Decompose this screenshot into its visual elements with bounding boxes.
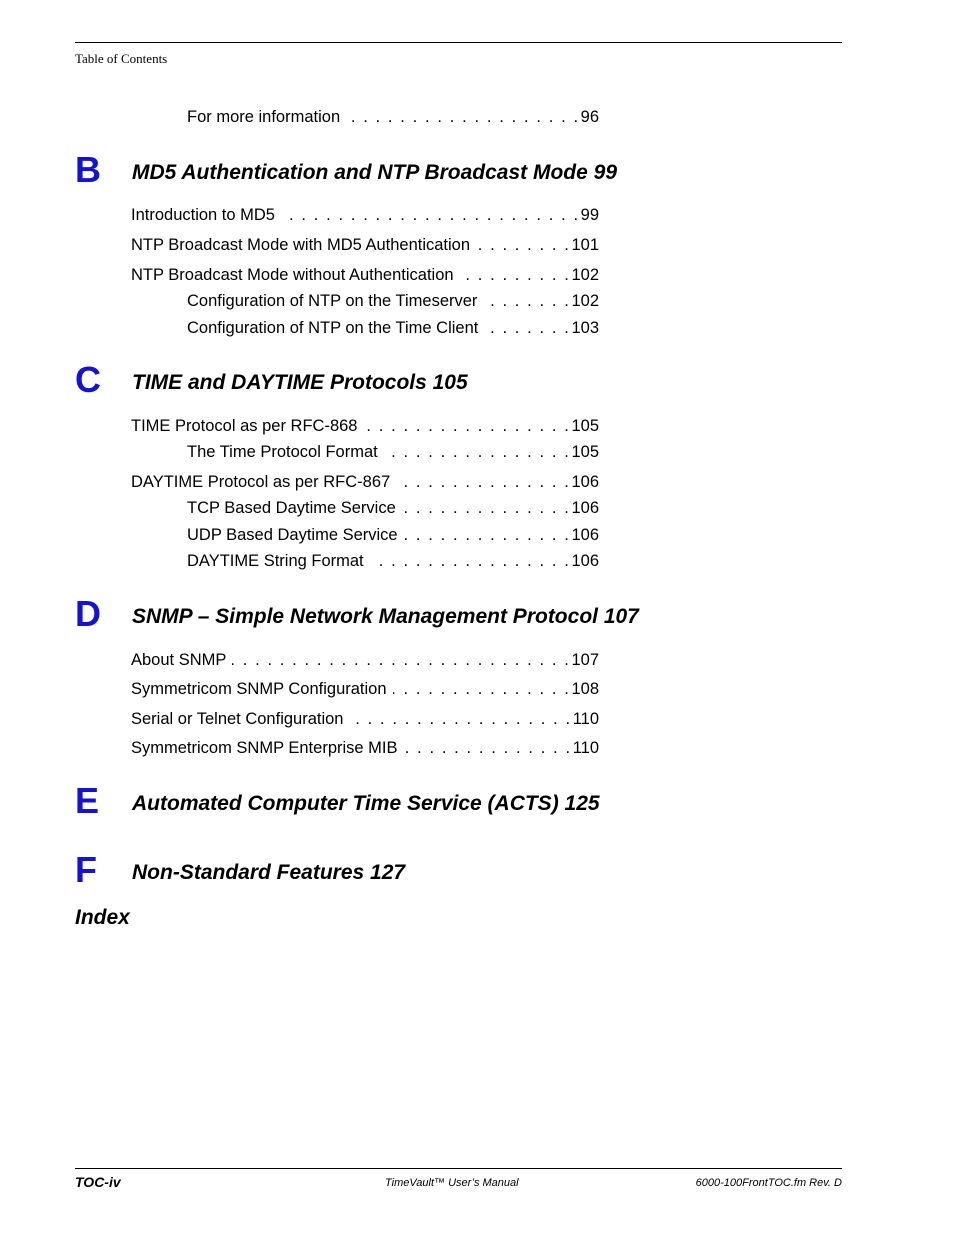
toc-entry[interactable] <box>131 709 599 729</box>
appendix-letter-c: C <box>75 359 101 400</box>
index-title[interactable]: Index <box>75 906 130 929</box>
toc-entry-page: 105 <box>571 443 599 461</box>
dot-leader <box>483 291 570 311</box>
toc-entry-title: Configuration of NTP on the Timeserver <box>187 292 478 310</box>
toc-entry-page: 106 <box>571 552 599 570</box>
toc-entry-page: 106 <box>571 499 599 517</box>
toc-entry-page: 96 <box>580 108 599 126</box>
toc-entry-title: Symmetricom SNMP Enterprise MIB <box>131 739 398 757</box>
toc-entry-page: 110 <box>572 710 599 728</box>
toc-entry-title: DAYTIME String Format <box>187 552 364 570</box>
appendix-letter-b: B <box>75 149 101 190</box>
dot-leader <box>484 318 570 338</box>
toc-entry-page: 105 <box>571 417 599 435</box>
appendix-letter-e: E <box>75 780 100 821</box>
toc-entry-title: TCP Based Daytime Service <box>187 499 396 517</box>
toc-entry[interactable] <box>131 235 599 255</box>
footer-rule <box>75 1168 842 1169</box>
toc-entry-title: NTP Broadcast Mode without Authentication <box>131 266 454 284</box>
toc-entry-page: 108 <box>571 680 599 698</box>
dot-leader <box>393 679 571 699</box>
toc-entry[interactable] <box>187 551 599 571</box>
header-rule <box>75 42 842 43</box>
appendix-title-c[interactable]: TIME and DAYTIME Protocols 105 <box>132 371 468 394</box>
toc-entry-page: 99 <box>580 206 599 224</box>
toc-entry-title: Introduction to MD5 <box>131 206 275 224</box>
toc-entry[interactable] <box>131 265 599 285</box>
toc-entry-title: NTP Broadcast Mode with MD5 Authentication <box>131 236 471 254</box>
toc-entry-title: The Time Protocol Format <box>187 443 378 461</box>
toc-entry-title: TIME Protocol as per RFC-868 <box>131 417 358 435</box>
toc-entry[interactable] <box>131 738 599 758</box>
toc-entry-page: 110 <box>572 739 599 757</box>
toc-entry-title: Symmetricom SNMP Configuration <box>131 680 387 698</box>
toc-entry[interactable] <box>131 416 599 436</box>
toc-entry[interactable] <box>187 442 599 462</box>
dot-leader <box>404 738 572 758</box>
toc-entry-page: 101 <box>571 236 599 254</box>
toc-entry-page: 106 <box>571 473 599 491</box>
appendix-letter-f: F <box>75 849 97 890</box>
footer-page-label: TOC-iv <box>75 1174 121 1190</box>
toc-entry[interactable] <box>187 291 599 311</box>
dot-leader <box>404 525 571 545</box>
toc-entry[interactable] <box>187 498 599 518</box>
appendix-title-d[interactable]: SNMP – Simple Network Management Protocol 107 <box>132 605 639 628</box>
toc-entry-title: Configuration of NTP on the Time Client <box>187 319 479 337</box>
dot-leader <box>460 265 571 285</box>
dot-leader <box>350 709 572 729</box>
dot-leader <box>281 205 580 225</box>
toc-entry[interactable] <box>131 472 599 492</box>
toc-entry-title: DAYTIME Protocol as per RFC-867 <box>131 473 391 491</box>
toc-entry-title: About SNMP <box>131 651 227 669</box>
toc-entry[interactable] <box>187 525 599 545</box>
appendix-letter-d: D <box>75 593 101 634</box>
toc-entry-page: 103 <box>571 319 599 337</box>
toc-entry-title: Serial or Telnet Configuration <box>131 710 344 728</box>
dot-leader <box>384 442 571 462</box>
toc-entry[interactable] <box>187 107 599 127</box>
running-header: Table of Contents <box>75 51 168 66</box>
toc-entry[interactable] <box>187 318 599 338</box>
toc-entry-title: For more information <box>187 108 341 126</box>
toc-entry-page: 107 <box>571 651 599 669</box>
toc-entry-page: 102 <box>571 292 599 310</box>
footer-manual-title: TimeVault™ User’s Manual <box>385 1177 519 1189</box>
dot-leader <box>346 107 580 127</box>
dot-leader <box>232 650 570 670</box>
toc-entry[interactable] <box>131 650 599 670</box>
dot-leader <box>402 498 571 518</box>
appendix-title-e[interactable]: Automated Computer Time Service (ACTS) 125 <box>132 792 600 815</box>
toc-entry[interactable] <box>131 679 599 699</box>
toc-entry[interactable] <box>131 205 599 225</box>
toc-entry-title: UDP Based Daytime Service <box>187 526 398 544</box>
appendix-title-f[interactable]: Non-Standard Features 127 <box>132 861 406 884</box>
footer-file-name: 6000-100FrontTOC.fm Rev. D <box>695 1177 842 1189</box>
toc-entry-page: 102 <box>571 266 599 284</box>
dot-leader <box>476 235 570 255</box>
dot-leader <box>370 551 571 571</box>
dot-leader <box>364 416 571 436</box>
dot-leader <box>396 472 570 492</box>
toc-entry-page: 106 <box>571 526 599 544</box>
appendix-title-b[interactable]: MD5 Authentication and NTP Broadcast Mode 99 <box>132 161 617 184</box>
